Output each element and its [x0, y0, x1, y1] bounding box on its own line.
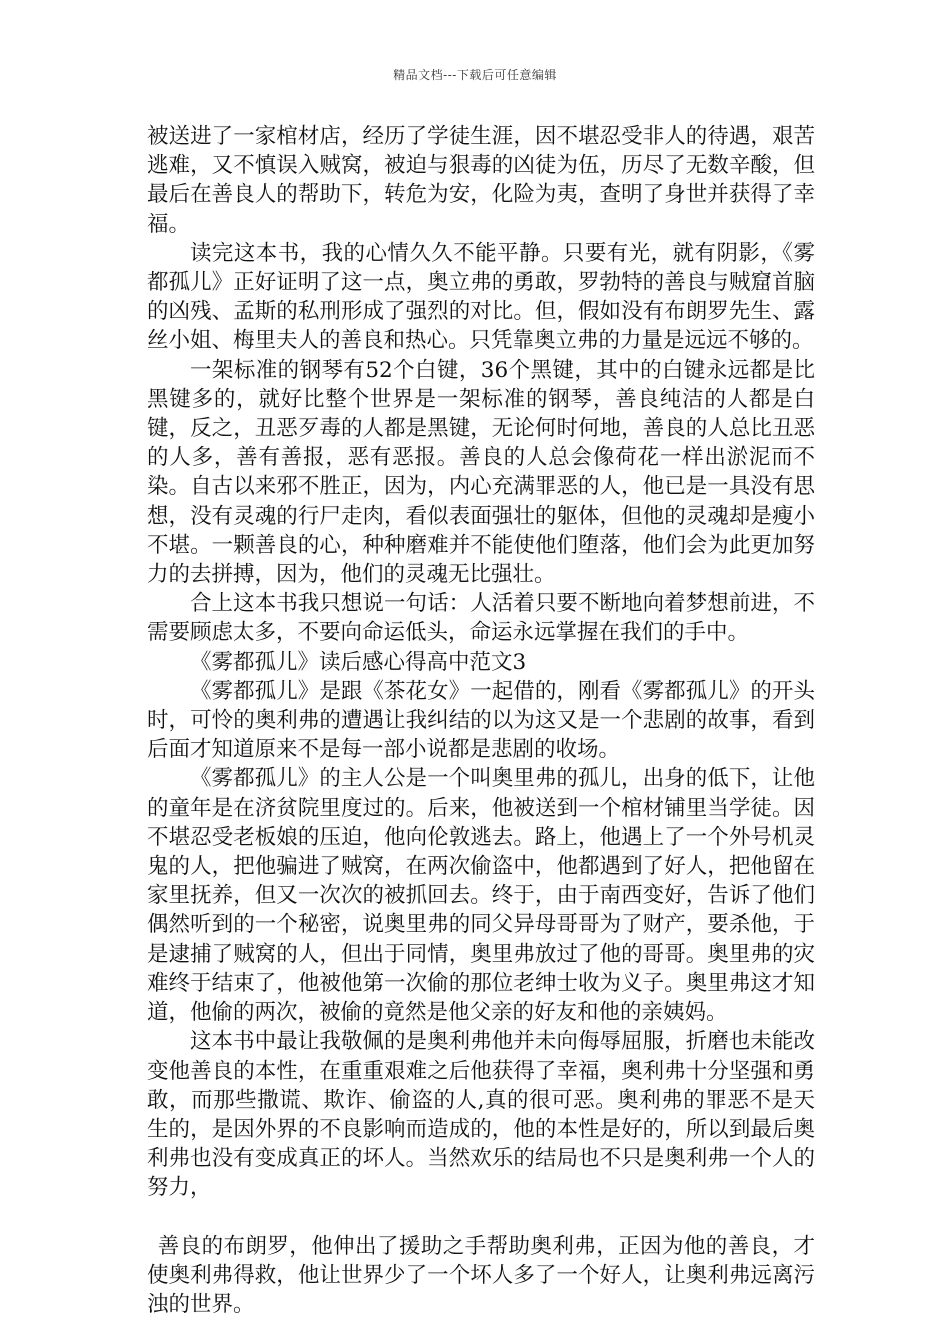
blank-line — [147, 1203, 815, 1232]
paragraph-8: 善良的布朗罗，他伸出了援助之手帮助奥利弗，正因为他的善良，才使奥利弗得救，他让世界少了一个坏人多了一个好人，让奥利弗远离污浊的世界。 — [147, 1233, 815, 1318]
paragraph-2: 读完这本书，我的心情久久不能平静。只要有光，就有阴影，《雾都孤儿》正好证明了这一点，奥立弗的勇敢，罗勃特的善良与贼窟首脑的凶残、孟斯的私刑形成了强烈的对比。但，假如没有布朗罗先生、露丝小姐、梅里夫人的善良和热心。只凭靠奥立弗的力量是远远不够的。 — [147, 240, 815, 354]
paragraph-7: 这本书中最让我敬佩的是奥利弗他并未向侮辱屈服，折磨也未能改变他善良的本性，在重重艰难之后他获得了幸福，奥利弗十分坚强和勇敢，而那些撒谎、欺诈、偷盗的人,真的很可恶。奥利弗的罪恶不是天生的，是因外界的不良影响而造成的，他的本性是好的，所以到最后奥利弗也没有变成真正的坏人。当然欢乐的结局也不只是奥利弗一个人的努力， — [147, 1029, 815, 1201]
paragraph-4: 合上这本书我只想说一句话：人活着只要不断地向着梦想前进，不需要顾虑太多，不要向命运低头，命运永远掌握在我们的手中。 — [147, 591, 815, 646]
page-header: 精品文档---下载后可任意编辑 — [393, 68, 557, 82]
paragraph-3: 一架标准的钢琴有52个白键，36个黑键，其中的白键永远都是比黑键多的，就好比整个世界是一架标准的钢琴，善良纯洁的人都是白键，反之，丑恶歹毒的人都是黑键，无论何时何地，善良的人总比丑恶的人多，善有善报，恶有恶报。善良的人总会像荷花一样出淤泥而不染。自古以来邪不胜正，因为，内心充满罪恶的人，他已是一具没有思想，没有灵魂的行尸走肉，看似表面强壮的躯体，但他的灵魂却是瘦小不堪。一颗善良的心，种种磨难并不能使他们堕落，他们会为此更加努力的去拼搏，因为，他们的灵魂无比强壮。 — [147, 357, 815, 588]
document-body — [147, 122, 815, 1319]
paragraph-1: 被送进了一家棺材店，经历了学徒生涯，因不堪忍受非人的待遇，艰苦逃难，又不慎误入贼窝，被迫与狠毒的凶徒为伍，历尽了无数辛酸，但最后在善良人的帮助下，转危为安，化险为夷，查明了身世并获得了幸福。 — [147, 124, 815, 237]
paragraph-5: 《雾都孤儿》是跟《茶花女》一起借的，刚看《雾都孤儿》的开头时，可怜的奥利弗的遭遇让我纠结的以为这又是一个悲剧的故事，看到后面才知道原来不是每一部小说都是悲剧的收场。 — [147, 678, 815, 763]
paragraph-6: 《雾都孤儿》的主人公是一个叫奥里弗的孤儿，出身的低下，让他的童年是在济贫院里度过的。后来，他被送到一个棺材铺里当学徒。因不堪忍受老板娘的压迫，他向伦敦逃去。路上，他遇上了一个外号机灵鬼的人，把他骗进了贼窝，在两次偷盗中，他都遇到了好人，把他留在家里抚养，但又一次次的被抓回去。终于，由于南西变好，告诉了他们偶然听到的一个秘密，说奥里弗的同父异母哥哥为了财产，要杀他，于是逮捕了贼窝的人，但出于同情，奥里弗放过了他的哥哥。奥里弗的灾难终于结束了，他被他第一次偷的那位老绅士收为义子。奥里弗这才知道，他偷的两次，被偷的竟然是他父亲的好友和他的亲姨妈。 — [147, 766, 815, 1026]
section-heading: 《雾都孤儿》读后感心得高中范文3 — [190, 649, 527, 675]
